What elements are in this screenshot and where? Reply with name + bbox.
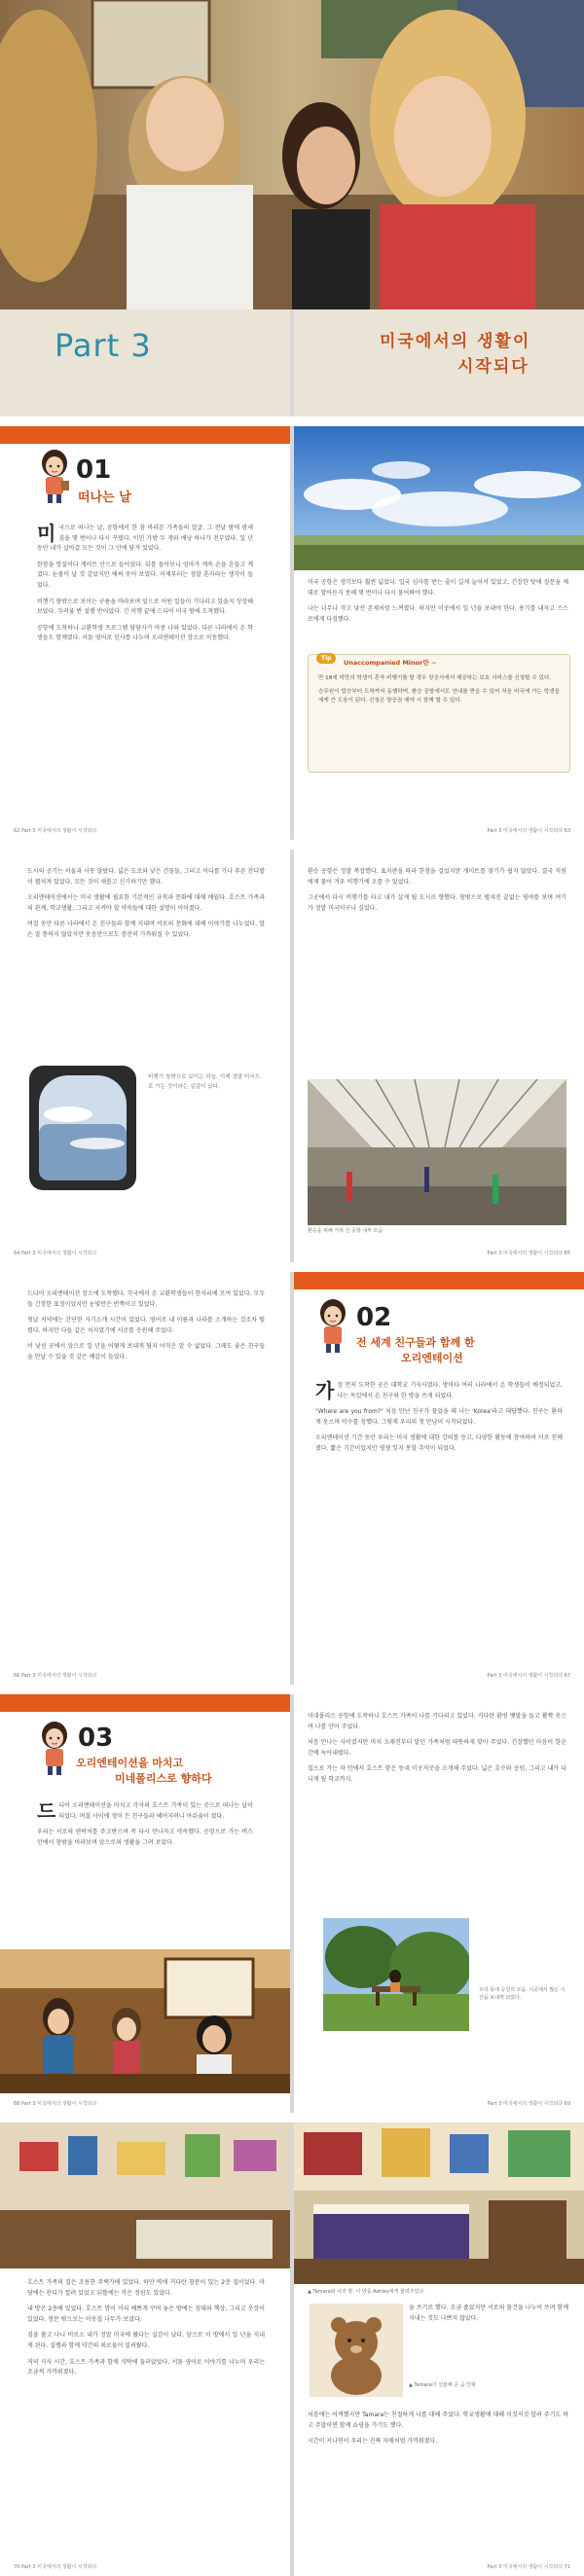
chapter-title: 떠나는 날: [78, 490, 131, 505]
chapter-body: [37, 1801, 253, 1848]
chapter-title-line2: 미네폴리스로 향하다: [115, 1772, 212, 1785]
body-paragraph: 오리엔테이션에서는 미국 생활에 필요한 기본적인 규칙과 문화에 대해 배웠다. 호스트 가족과의 관계, 학교생활, 그리고 지켜야 할 약속들에 대한 설명이 이어졌다.: [27, 894, 265, 912]
body-paragraph: 처음에는 어색했지만 Tamara는 친절하게 나를 대해 주었다. 학교생활에 대해 이것저것 알려 주기도 하고 주말이면 함께 쇼핑을 가기도 했다.: [308, 2412, 568, 2429]
body-paragraph: 짐을 풀고 나니 비로소 내가 정말 미국에 왔다는 실감이 났다. 앞으로 이 방에서 일 년을 지내게 된다. 설렘과 함께 약간의 외로움이 밀려왔다.: [27, 2332, 265, 2349]
page-footer: 62 Part 3 미국에서의 생활이 시작되다: [14, 828, 97, 834]
tip-text: 승무원이 탑승부터 도착까지 동행하며, 환승 공항에서도 안내를 받을 수 있어 처음 미국에 가는 학생들에게 큰 도움이 된다. 신청은 항공권 예약 시 함께 할 수 있다.: [318, 688, 560, 704]
page-footer: 64 Part 3 미국에서의 생활이 시작되다: [14, 1251, 97, 1256]
body-paragraph: 환승 공항은 정말 복잡했다. 표지판을 따라 한참을 걸었지만 게이트를 찾기가 쉽지 않았다. 결국 직원에게 물어 겨우 비행기에 오를 수 있었다.: [308, 868, 566, 886]
body-paragraph: 저녁 식사 시간, 호스트 가족과 함께 식탁에 둘러앉았다. 서툰 영어로 이야기를 나누며 우리는 조금씩 가까워졌다.: [27, 2358, 265, 2376]
body-paragraph: 우리는 서로의 연락처를 주고받으며 꼭 다시 만나자고 약속했다. 공항으로 가는 버스 안에서 창밖을 바라보며 앞으로의 생활을 그려 보았다.: [37, 1829, 253, 1846]
tip-title: Unaccompanied Minor란 ~: [344, 659, 437, 667]
chapter-color-bar: [0, 1694, 290, 1712]
page-footer: Part 3 미국에서의 생활이 시작되다 63: [487, 828, 570, 834]
park-bench-photo: [323, 1918, 469, 2031]
chapter-title-line1: 오리엔테이션을 마치고: [76, 1757, 184, 1769]
chapter-body: [315, 1381, 563, 1455]
page-footer: 66 Part 3 미국에서의 생활이 시작되다: [14, 1673, 97, 1679]
photo-caption: 우리 동네 공원의 모습. 이곳에서 많은 시간을 보내게 되었다.: [479, 1987, 566, 2001]
chapter-number: 02: [356, 1303, 392, 1332]
chapter01-spread: [0, 426, 584, 840]
body-paragraph: 장 먼저 도착한 곳은 대학교 기숙사였다. 방마다 여러 나라에서 온 학생들이 배정되었고, 나는 독일에서 온 친구와 한 방을 쓰게 되었다.: [337, 1382, 563, 1399]
body-paragraph: 국으로 떠나는 날, 공항에서 한 참 바라본 가족들의 얼굴. 그 전날 밤에 밤새 짐을 몇 번이나 다시 꾸렸다. 이민 가방 두 개와 배낭 하나가 전부였다. 일 년 동안 내가 살아갈 모든 것이 그 안에 담겨 있었다.: [37, 525, 253, 553]
part-title-line2: 시작되다: [457, 357, 529, 377]
body-text: [27, 2278, 265, 2378]
body-paragraph: 을 쓰기로 했다. 조금 좁았지만 서로의 물건을 나누어 쓰며 함께 지내는 것도 나쁘지 않았다.: [409, 2304, 568, 2322]
photo-caption: 환승을 위해 거쳐 간 공항 내부 모습: [308, 1228, 383, 1234]
body-paragraph: 처음 만나는 사이였지만 마치 오래전부터 알던 가족처럼 따뜻하게 맞아 주었다. 긴장했던 마음이 한순간에 녹아내렸다.: [308, 1739, 566, 1757]
body-paragraph: 비행기 창밖으로 보이는 구름을 바라보며 앞으로 어떤 일들이 기다리고 있을지 상상해 보았다. 두려움 반 설렘 반이었다. 긴 비행 끝에 드디어 미국 땅에 도착했다.: [37, 598, 253, 616]
body-paragraph: 디어 오리엔테이션을 마치고 각자의 호스트 가족이 있는 곳으로 떠나는 날이 되었다. 며칠 사이에 정이 든 친구들과 헤어지려니 아쉬움이 컸다.: [58, 1802, 253, 1820]
page-footer: 68 Part 3 미국에서의 생활이 시작되다: [14, 2101, 97, 2107]
body-paragraph: "Where are you from?" 처음 만난 친구가 물었을 때 나는 'Korea'라고 대답했다. 친구는 환하게 웃으며 악수를 청했다. 그렇게 우리의 첫 만남이 시작되었다.: [315, 1408, 563, 1426]
body-paragraph: 나는 너무나 작고 낯선 존재처럼 느껴졌다. 하지만 이곳에서 일 년을 보내야 한다. 용기를 내자고 스스로에게 다짐했다.: [308, 605, 568, 623]
dorm-room-photo: [294, 2122, 584, 2284]
body-paragraph: 이 낯선 곳에서 앞으로 일 년을 어떻게 보내게 될지 아직은 알 수 없었다. 그래도 좋은 친구들을 만날 수 있을 것 같은 예감이 들었다.: [27, 1343, 265, 1361]
girl-mascot-icon: [37, 1720, 72, 1776]
page-footer: Part 3 미국에서의 생활이 시작되다 65: [487, 1251, 570, 1256]
tip-box: [308, 654, 570, 773]
body-text: [308, 2411, 568, 2448]
body-paragraph: 호스트 가족의 집은 조용한 주택가에 있었다. 하얀 벽에 커다란 창문이 있는 2층 집이었다. 마당에는 잔디가 깔려 있었고 뒤뜰에는 작은 정원도 있었다.: [27, 2279, 265, 2297]
dropcap-letter: 미: [37, 522, 56, 545]
body-paragraph: 도시의 공기는 서울과 사뭇 달랐다. 넓은 도로와 낮은 건물들, 그리고 어디를 가나 푸른 잔디밭이 펼쳐져 있었다. 모든 것이 새롭고 신기하기만 했다.: [27, 868, 265, 886]
body-text: [27, 867, 265, 941]
dropcap-letter: 가: [315, 1379, 335, 1402]
chapter-color-bar: [294, 1272, 584, 1289]
body-paragraph: 미국 공항은 생각보다 훨씬 넓었다. 입국 심사를 받는 줄이 길게 늘어서 있었고, 긴장한 탓에 질문을 제대로 알아듣지 못해 몇 번이나 다시 물어봐야 했다.: [308, 579, 568, 597]
part-opener-spread: [0, 0, 584, 417]
part-number-label: Part 3: [55, 327, 152, 364]
body-text: [27, 1289, 265, 1363]
sky-photo: [294, 426, 584, 570]
airport-interior-photo: [308, 1079, 566, 1225]
homestay-spread: [0, 2122, 584, 2576]
page-footer: 70 Part 3 미국에서의 생활이 시작되다: [14, 2564, 97, 2570]
girl-mascot-icon: [37, 448, 72, 504]
body-paragraph: 집으로 가는 차 안에서 호스트 맘은 동네 이곳저곳을 소개해 주었다. 넓은 호수와 공원, 그리고 내가 다니게 될 학교까지.: [308, 1765, 566, 1783]
part-title-line1: 미국에서의 생활이: [380, 332, 531, 351]
chapter02-spread: [0, 1272, 584, 1685]
body-paragraph: 공항에 도착하니 교환학생 프로그램 담당자가 마중 나와 있었다. 다른 나라에서 온 학생들도 함께였다. 서툰 영어로 인사를 나누며 오리엔테이션 장소로 이동했다.: [37, 624, 253, 642]
room-photo: [0, 2122, 290, 2268]
dropcap-letter: 드: [37, 1799, 56, 1823]
body-paragraph: 한참을 망설이다 게이트 안으로 들어섰다. 뒤를 돌아보니 엄마가 계속 손을 흔들고 계셨다. 눈물이 날 것 같았지만 애써 웃어 보였다. 이제부터는 정말 혼자라는 생각이 들었다.: [37, 561, 253, 589]
girl-mascot-icon: [315, 1297, 350, 1354]
body-paragraph: 오리엔테이션 기간 동안 우리는 미국 생활에 대한 강의를 듣고, 다양한 활동에 참여하며 서로 친해졌다. 짧은 기간이었지만 평생 잊지 못할 추억이 되었다.: [315, 1434, 563, 1452]
airport-spread: [0, 850, 584, 1262]
chapter-number: 01: [76, 455, 112, 485]
page-footer: Part 3 미국에서의 생활이 시작되다 71: [487, 2564, 570, 2570]
body-text: [308, 867, 566, 914]
chapter-body-right: [308, 578, 568, 625]
body-paragraph: 내 방은 2층에 있었다. 호스트 맘이 미리 예쁘게 꾸며 놓은 방에는 침대와 책상, 그리고 옷장이 있었다. 창문 밖으로는 이웃집 나무가 보였다.: [27, 2305, 265, 2323]
chapter-number: 03: [78, 1723, 114, 1753]
body-paragraph: 그곳에서 다시 비행기를 타고 내가 살게 될 도시로 향했다. 창밖으로 펼쳐진 끝없는 평야를 보며 여기가 정말 미국이구나 싶었다.: [308, 894, 566, 912]
page-footer: Part 3 미국에서의 생활이 시작되다 67: [487, 1673, 570, 1679]
body-text: [409, 2304, 568, 2324]
photo-caption: ▲ Tamara가 선물해 준 곰 인형: [409, 2382, 476, 2388]
chapter-title-line1: 전 세계 친구들과 함께 한: [356, 1336, 475, 1349]
body-text: [308, 1712, 566, 1786]
page-footer: Part 3 미국에서의 생활이 시작되다 69: [487, 2101, 570, 2107]
chapter-title-line2: 오리엔테이션: [401, 1352, 463, 1364]
body-paragraph: 며칠 동안 다른 나라에서 온 친구들과 함께 지내며 서로의 문화에 대해 이야기를 나누었다. 말은 잘 통하지 않았지만 웃음만으로도 충분히 가까워질 수 있었다.: [27, 921, 265, 938]
tip-badge: Tip: [316, 653, 336, 664]
body-paragraph: 드디어 오리엔테이션 장소에 도착했다. 각국에서 온 교환학생들이 한자리에 모여 있었다. 모두들 긴장한 표정이었지만 눈빛만은 반짝이고 있었다.: [27, 1290, 265, 1308]
tip-text: 만 18세 미만의 학생이 혼자 비행기를 탈 경우 항공사에서 제공하는 보호 서비스를 신청할 수 있다.: [318, 675, 552, 681]
part-opener-photo: [0, 0, 584, 309]
photo-caption: 비행기 창밖으로 보이는 하늘. 이제 정말 미국으로 가는 것이라는 실감이 났다.: [148, 1074, 261, 1090]
body-paragraph: 첫날 저녁에는 간단한 자기소개 시간이 있었다. 영어로 내 이름과 나라를 소개하는 것조차 떨렸다. 하지만 다들 같은 처지였기에 서로를 응원해 주었다.: [27, 1317, 265, 1334]
chapter-body: [37, 524, 253, 644]
chapter03-spread: [0, 1694, 584, 2113]
body-paragraph: 시간이 지나면서 우리는 진짜 자매처럼 가까워졌다.: [308, 2438, 438, 2446]
chapter-color-bar: [0, 426, 290, 444]
friends-photo: [0, 1949, 290, 2093]
teddy-bear-photo: [310, 2304, 403, 2397]
body-paragraph: 미네폴리스 공항에 도착하니 호스트 가족이 나를 기다리고 있었다. 커다란 환영 팻말을 들고 활짝 웃으며 나를 안아 주었다.: [308, 1713, 566, 1730]
airplane-window-photo: [29, 1066, 136, 1190]
photo-caption: ▲ Tamara와 나의 방. 이 방을 Ashley에게 물려주었다.: [308, 2289, 425, 2295]
